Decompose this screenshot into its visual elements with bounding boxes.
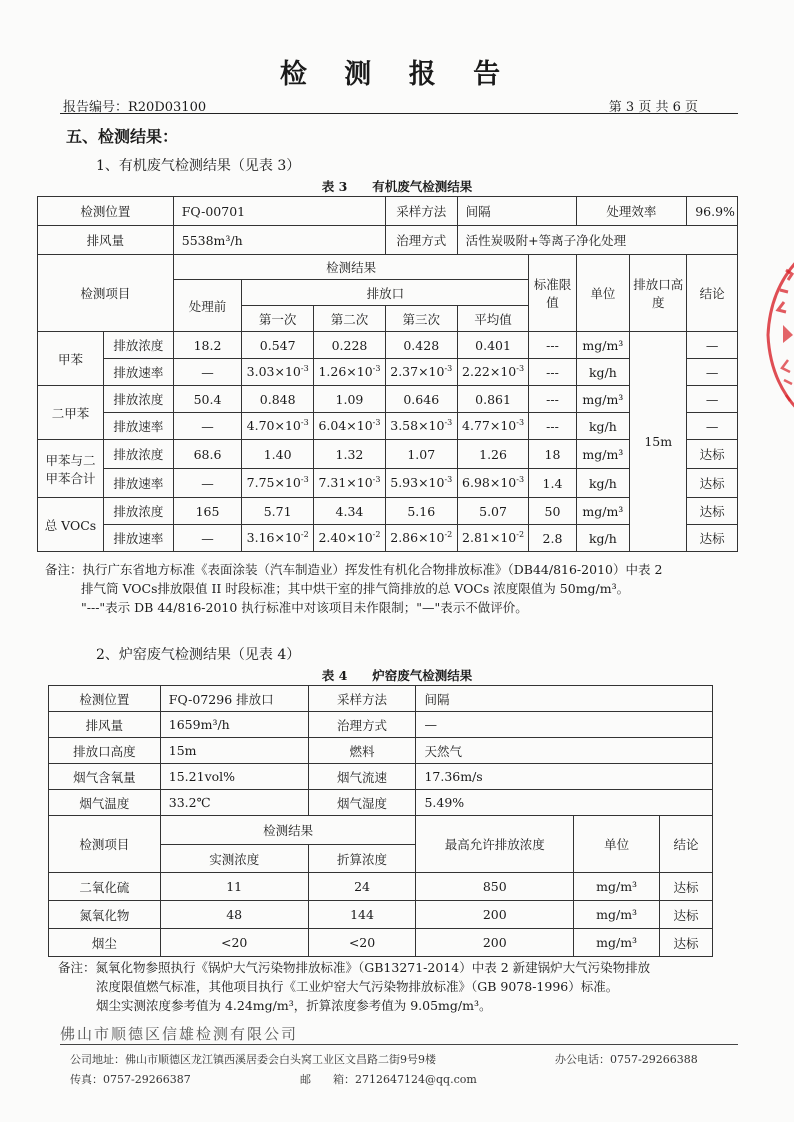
col-conclusion: 结论 bbox=[687, 255, 738, 332]
before-value: — bbox=[173, 359, 242, 386]
limit-value: --- bbox=[529, 413, 576, 440]
metric-label: 排放速率 bbox=[103, 413, 173, 440]
avg-value: $2.22\times 10^{-3}$ bbox=[457, 359, 529, 386]
unit-value: kg/h bbox=[576, 525, 630, 552]
unit-value: mg/m³ bbox=[576, 332, 630, 359]
limit-value: --- bbox=[529, 359, 576, 386]
v1-value: $4.70\times 10^{-3}$ bbox=[242, 413, 314, 440]
info-value: 间隔 bbox=[416, 686, 713, 712]
info-value: 5.49% bbox=[416, 790, 713, 816]
efficiency-value: 96.9% bbox=[687, 197, 738, 226]
method-value: 间隔 bbox=[457, 197, 576, 226]
conclusion-value: 达标 bbox=[687, 498, 738, 525]
table4-subtitle: 2、炉窑废气检测结果（见表 4） bbox=[96, 647, 301, 663]
info-value: 15.21vol% bbox=[160, 764, 308, 790]
t4-result: 达标 bbox=[660, 873, 713, 901]
table-row bbox=[49, 929, 713, 957]
t4-max: 200 bbox=[416, 901, 574, 929]
flow-label: 排风量 bbox=[38, 226, 174, 255]
t4-name: 二氧化硫 bbox=[49, 873, 161, 901]
v2-value: $2.40\times 10^{-2}$ bbox=[314, 525, 386, 552]
metric-label: 排放浓度 bbox=[103, 386, 173, 413]
metric-label: 排放速率 bbox=[103, 469, 173, 498]
t4-unit: mg/m³ bbox=[574, 929, 660, 957]
t4-result: 达标 bbox=[660, 929, 713, 957]
t4-col-converted: 折算浓度 bbox=[308, 845, 416, 873]
v1-value: $7.75\times 10^{-3}$ bbox=[242, 469, 314, 498]
conclusion-value: — bbox=[687, 386, 738, 413]
t4-max: 850 bbox=[416, 873, 574, 901]
v3-value: $2.86\times 10^{-2}$ bbox=[385, 525, 457, 552]
v3-value: 5.16 bbox=[385, 498, 457, 525]
info-value: 天然气 bbox=[416, 738, 713, 764]
seal-stamp-icon bbox=[758, 250, 794, 420]
avg-value: 0.861 bbox=[457, 386, 529, 413]
info-row bbox=[49, 712, 713, 738]
table3-subtitle: 1、有机废气检测结果（见表 3） bbox=[96, 158, 301, 174]
info-key: 检测位置 bbox=[49, 686, 161, 712]
info-row bbox=[49, 686, 713, 712]
email: 邮 箱：2712647124@qq.com bbox=[300, 1073, 477, 1086]
conclusion-value: 达标 bbox=[687, 469, 738, 498]
t4-name: 氮氧化物 bbox=[49, 901, 161, 929]
col-1: 第一次 bbox=[242, 306, 314, 332]
page-number: 第 3 页 共 6 页 bbox=[608, 100, 698, 115]
info-key: 烟气含氧量 bbox=[49, 764, 161, 790]
v1-value: 0.848 bbox=[242, 386, 314, 413]
table4 bbox=[48, 685, 713, 957]
info-key: 烟气湿度 bbox=[308, 790, 416, 816]
info-value: 15m bbox=[160, 738, 308, 764]
limit-value: 50 bbox=[529, 498, 576, 525]
pollutant-name: 二甲苯 bbox=[38, 386, 104, 440]
metric-label: 排放速率 bbox=[103, 359, 173, 386]
table4-note-line: 烟尘实测浓度参考值为 4.24mg/m³，折算浓度参考值为 9.05mg/m³。 bbox=[96, 998, 492, 1013]
avg-value: $2.81\times 10^{-2}$ bbox=[457, 525, 529, 552]
table3-note bbox=[45, 560, 745, 617]
v1-value: 0.547 bbox=[242, 332, 314, 359]
company-address: 公司地址：佛山市顺德区龙江镇西溪居委会白头窝工业区文昌路二街9号9楼 bbox=[70, 1053, 436, 1066]
t4-measured: 48 bbox=[160, 901, 308, 929]
table3-note-line: "---"表示 DB 44/816-2010 执行标准中对该项目未作限制；"—"表示不做评价。 bbox=[81, 600, 528, 615]
info-key: 治理方式 bbox=[308, 712, 416, 738]
info-row bbox=[49, 738, 713, 764]
office-phone: 办公电话：0757-29266388 bbox=[555, 1053, 698, 1066]
t4-measured: <20 bbox=[160, 929, 308, 957]
conclusion-value: 达标 bbox=[687, 525, 738, 552]
info-key: 烟气流速 bbox=[308, 764, 416, 790]
before-value: 165 bbox=[173, 498, 242, 525]
v3-value: 1.07 bbox=[385, 440, 457, 469]
table-row bbox=[38, 332, 738, 359]
info-key: 采样方法 bbox=[308, 686, 416, 712]
v2-value: 4.34 bbox=[314, 498, 386, 525]
pollutant-name: 总 VOCs bbox=[38, 498, 104, 552]
t4-col-item: 检测项目 bbox=[49, 816, 161, 873]
avg-value: $6.98\times 10^{-3}$ bbox=[457, 469, 529, 498]
v1-value: $3.16\times 10^{-2}$ bbox=[242, 525, 314, 552]
table-row bbox=[49, 873, 713, 901]
flow-value: 5538m³/h bbox=[173, 226, 385, 255]
v2-value: 0.228 bbox=[314, 332, 386, 359]
report-number: 报告编号：R20D03100 bbox=[63, 100, 207, 115]
t4-converted: 144 bbox=[308, 901, 416, 929]
v1-value: 5.71 bbox=[242, 498, 314, 525]
pollutant-name: 甲苯 bbox=[38, 332, 104, 386]
conclusion-value: — bbox=[687, 413, 738, 440]
t4-max: 200 bbox=[416, 929, 574, 957]
t4-unit: mg/m³ bbox=[574, 873, 660, 901]
info-value: 17.36m/s bbox=[416, 764, 713, 790]
before-value: 18.2 bbox=[173, 332, 242, 359]
info-key: 烟气温度 bbox=[49, 790, 161, 816]
footer-divider bbox=[60, 1044, 738, 1045]
col-limit: 标准限值 bbox=[529, 255, 576, 332]
col-outlet: 排放口 bbox=[242, 280, 529, 306]
v3-value: $3.58\times 10^{-3}$ bbox=[385, 413, 457, 440]
before-value: 68.6 bbox=[173, 440, 242, 469]
pollutant-name: 甲苯与二甲苯合计 bbox=[38, 440, 104, 498]
unit-value: kg/h bbox=[576, 413, 630, 440]
header-divider bbox=[60, 113, 738, 114]
v1-value: 1.40 bbox=[242, 440, 314, 469]
company-name: 佛山市顺德区信雄检测有限公司 bbox=[60, 1025, 299, 1043]
v2-value: 1.09 bbox=[314, 386, 386, 413]
v1-value: $3.03\times 10^{-3}$ bbox=[242, 359, 314, 386]
info-value: 33.2℃ bbox=[160, 790, 308, 816]
before-value: 50.4 bbox=[173, 386, 242, 413]
table3-note-line: 排气筒 VOCs排放限值 II 时段标准；其中烘干室的排气筒排放的总 VOCs 浓度限值为 50mg/m³。 bbox=[81, 581, 630, 596]
col-unit: 单位 bbox=[576, 255, 630, 332]
col-height: 排放口高度 bbox=[630, 255, 687, 332]
before-value: — bbox=[173, 525, 242, 552]
treatment-value: 活性炭吸附+等离子净化处理 bbox=[457, 226, 737, 255]
info-row bbox=[49, 764, 713, 790]
t4-col-measured: 实测浓度 bbox=[160, 845, 308, 873]
metric-label: 排放浓度 bbox=[103, 498, 173, 525]
t4-converted: <20 bbox=[308, 929, 416, 957]
t4-col-result: 检测结果 bbox=[160, 816, 416, 845]
col-before: 处理前 bbox=[173, 280, 242, 332]
unit-value: mg/m³ bbox=[576, 386, 630, 413]
section-title: 五、检测结果： bbox=[66, 127, 179, 146]
t4-converted: 24 bbox=[308, 873, 416, 901]
col-3: 第三次 bbox=[385, 306, 457, 332]
v3-value: $5.93\times 10^{-3}$ bbox=[385, 469, 457, 498]
conclusion-value: — bbox=[687, 332, 738, 359]
report-title: 检 测 报 告 bbox=[279, 59, 515, 90]
table3 bbox=[37, 196, 738, 552]
table-row bbox=[49, 901, 713, 929]
info-row bbox=[49, 790, 713, 816]
before-value: — bbox=[173, 469, 242, 498]
outlet-height: 15m bbox=[630, 332, 687, 552]
v2-value: 1.32 bbox=[314, 440, 386, 469]
efficiency-label: 处理效率 bbox=[576, 197, 687, 226]
info-key: 燃料 bbox=[308, 738, 416, 764]
t4-unit: mg/m³ bbox=[574, 901, 660, 929]
table4-caption: 表 4 炉窑废气检测结果 bbox=[321, 668, 473, 683]
avg-value: 0.401 bbox=[457, 332, 529, 359]
method-label: 采样方法 bbox=[385, 197, 457, 226]
limit-value: 18 bbox=[529, 440, 576, 469]
t4-col-conclusion: 结论 bbox=[660, 816, 713, 873]
metric-label: 排放速率 bbox=[103, 525, 173, 552]
treatment-label: 治理方式 bbox=[385, 226, 457, 255]
col-avg: 平均值 bbox=[457, 306, 529, 332]
unit-value: mg/m³ bbox=[576, 440, 630, 469]
v2-value: $7.31\times 10^{-3}$ bbox=[314, 469, 386, 498]
location-value: FQ-00701 bbox=[173, 197, 385, 226]
t4-col-unit: 单位 bbox=[574, 816, 660, 873]
table3-note-line: 备注：执行广东省地方标准《表面涂装（汽车制造业）挥发性有机化合物排放标准》（DB44/816-2010）中表 2 bbox=[45, 562, 663, 577]
col-2: 第二次 bbox=[314, 306, 386, 332]
info-key: 排风量 bbox=[49, 712, 161, 738]
info-value: — bbox=[416, 712, 713, 738]
conclusion-value: — bbox=[687, 359, 738, 386]
t4-name: 烟尘 bbox=[49, 929, 161, 957]
v3-value: 0.428 bbox=[385, 332, 457, 359]
location-label: 检测位置 bbox=[38, 197, 174, 226]
table4-note-line: 备注：氮氧化物参照执行《锅炉大气污染物排放标准》（GB13271-2014）中表 2 新建锅炉大气污染物排放 bbox=[58, 960, 651, 975]
limit-value: 1.4 bbox=[529, 469, 576, 498]
info-key: 排放口高度 bbox=[49, 738, 161, 764]
t4-result: 达标 bbox=[660, 901, 713, 929]
table3-caption: 表 3 有机废气检测结果 bbox=[321, 179, 473, 194]
info-value: 1659m³/h bbox=[160, 712, 308, 738]
conclusion-value: 达标 bbox=[687, 440, 738, 469]
v2-value: $1.26\times 10^{-3}$ bbox=[314, 359, 386, 386]
v2-value: $6.04\times 10^{-3}$ bbox=[314, 413, 386, 440]
v3-value: $2.37\times 10^{-3}$ bbox=[385, 359, 457, 386]
avg-value: $4.77\times 10^{-3}$ bbox=[457, 413, 529, 440]
unit-value: mg/m³ bbox=[576, 498, 630, 525]
t4-measured: 11 bbox=[160, 873, 308, 901]
table4-note-line: 浓度限值燃气标准，其他项目执行《工业炉窑大气污染物排放标准》（GB 9078-1996）标准。 bbox=[96, 979, 619, 994]
v3-value: 0.646 bbox=[385, 386, 457, 413]
before-value: — bbox=[173, 413, 242, 440]
table4-note bbox=[58, 958, 748, 1015]
limit-value: 2.8 bbox=[529, 525, 576, 552]
col-result: 检测结果 bbox=[173, 255, 529, 280]
metric-label: 排放浓度 bbox=[103, 440, 173, 469]
limit-value: --- bbox=[529, 386, 576, 413]
col-item: 检测项目 bbox=[38, 255, 174, 332]
unit-value: kg/h bbox=[576, 359, 630, 386]
limit-value: --- bbox=[529, 332, 576, 359]
t4-col-max: 最高允许排放浓度 bbox=[416, 816, 574, 873]
avg-value: 1.26 bbox=[457, 440, 529, 469]
info-value: FQ-07296 排放口 bbox=[160, 686, 308, 712]
fax: 传真：0757-29266387 bbox=[70, 1073, 191, 1086]
unit-value: kg/h bbox=[576, 469, 630, 498]
avg-value: 5.07 bbox=[457, 498, 529, 525]
metric-label: 排放浓度 bbox=[103, 332, 173, 359]
